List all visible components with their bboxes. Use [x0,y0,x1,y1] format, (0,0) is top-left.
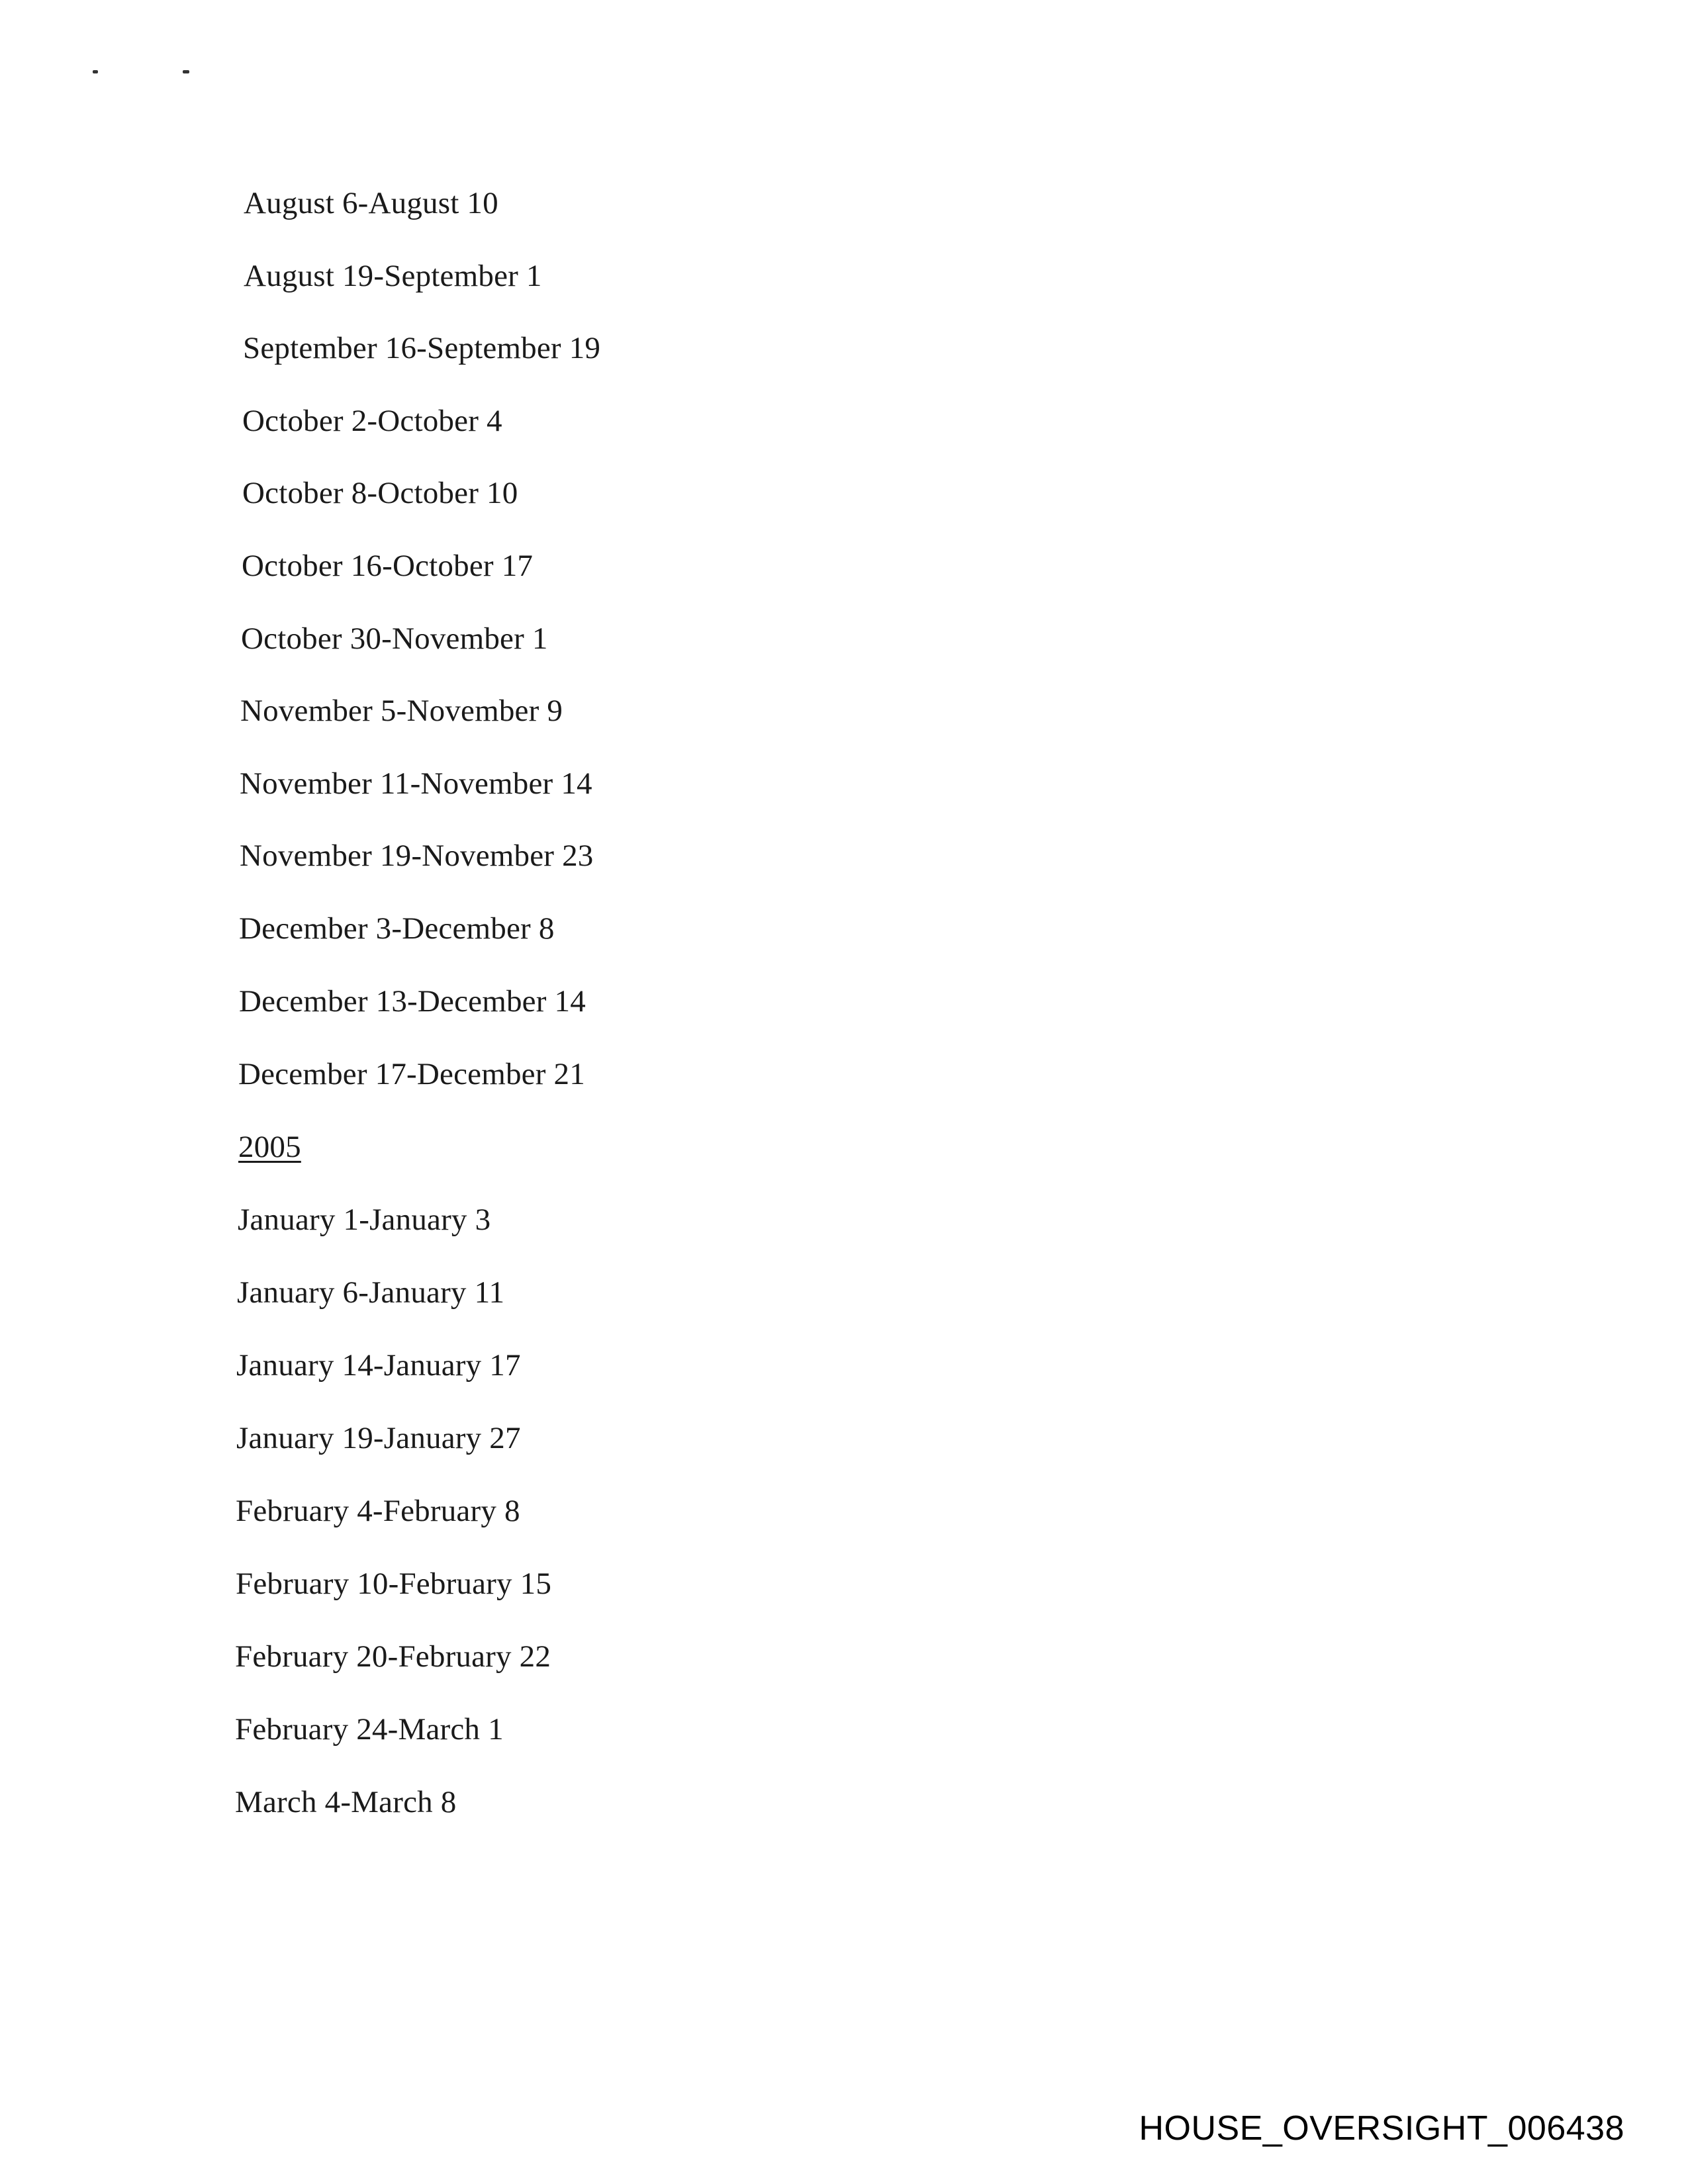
date-range-item: December 3-December 8 [239,911,555,946]
date-range-item: January 14-January 17 [236,1348,521,1383]
date-range-item: February 20-February 22 [235,1639,551,1674]
date-range-item: December 13-December 14 [239,984,586,1019]
date-range-item: August 6-August 10 [244,186,498,220]
date-range-item: February 4-February 8 [236,1494,520,1528]
date-range-item: October 2-October 4 [242,404,502,438]
date-range-item: March 4-March 8 [235,1785,457,1819]
date-range-item: October 30-November 1 [241,621,548,656]
date-range-item: September 16-September 19 [243,331,601,365]
bates-number: HOUSE_OVERSIGHT_006438 [1139,2109,1624,2148]
date-range-item: November 5-November 9 [240,694,563,728]
date-range-item: August 19-September 1 [244,259,542,293]
date-range-item: November 11-November 14 [240,766,592,801]
year-heading: 2005 [238,1130,301,1164]
date-range-item: December 17-December 21 [238,1057,585,1091]
date-range-item: October 8-October 10 [242,476,518,510]
date-range-item: February 24-March 1 [235,1712,504,1747]
date-range-item: January 1-January 3 [238,1203,491,1237]
date-range-item: January 6-January 11 [237,1275,505,1310]
date-range-item: October 16-October 17 [242,549,534,583]
date-range-item: January 19-January 27 [236,1421,521,1455]
date-range-item: February 10-February 15 [236,1567,552,1601]
date-range-item: November 19-November 23 [240,839,594,873]
